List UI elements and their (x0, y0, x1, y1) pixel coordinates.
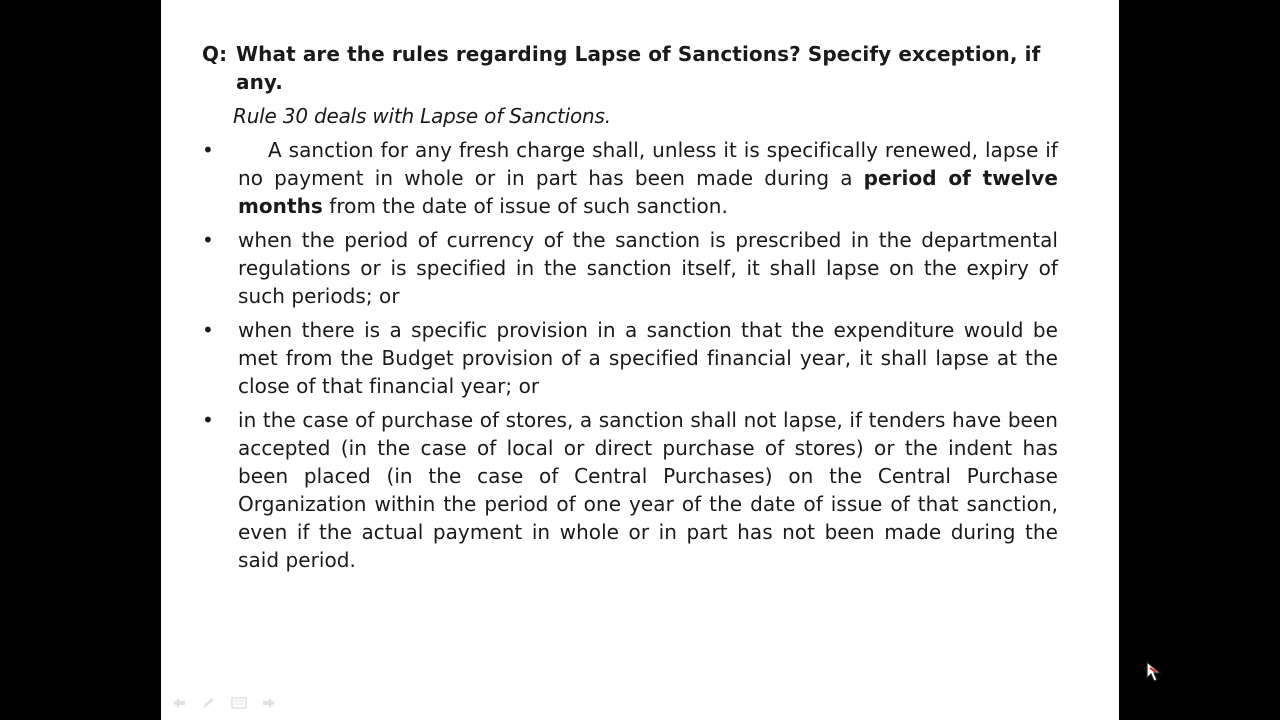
list-item (202, 136, 1058, 220)
question-heading (202, 40, 1058, 96)
bullet-icon: • (202, 138, 214, 162)
slideshow-toolbar (169, 696, 279, 710)
bullet-list (202, 136, 1058, 574)
slide (161, 0, 1119, 720)
forward-arrow-icon[interactable] (259, 696, 279, 710)
list-item (202, 316, 1058, 400)
bullet-text-2: when the period of currency of the sanction is prescribed in the departmental regulations or is specified in the sanction itself, it shall lapse on the expiry of such periods; or (238, 228, 1058, 308)
bullet-text-3: when there is a specific provision in a sanction that the expenditure would be met from the Budget provision of a specified financial year, it shall lapse at the close of that financial year; or (238, 318, 1058, 398)
bullet-text-1 (238, 136, 1058, 220)
list-item (202, 226, 1058, 310)
slide-content (202, 40, 1058, 580)
bullet-1-after: from the date of issue of such sanction. (322, 194, 728, 218)
bullet-icon: • (202, 408, 214, 432)
question-prefix: Q: (202, 42, 228, 66)
slides-menu-icon[interactable] (229, 696, 249, 710)
back-arrow-icon[interactable] (169, 696, 189, 710)
question-text: What are the rules regarding Lapse of Sanctions? Specify exception, if any. (236, 42, 1041, 94)
pen-icon[interactable] (199, 696, 219, 710)
mouse-pointer-icon (1145, 660, 1165, 684)
list-item (202, 406, 1058, 574)
bullet-1-before: A sanction for any fresh charge shall, unless it is specifically renewed, lapse if no payment in whole or in part has been made during a (238, 138, 1058, 190)
bullet-icon: • (202, 318, 214, 342)
bullet-icon: • (202, 228, 214, 252)
bullet-text-4: in the case of purchase of stores, a sanction shall not lapse, if tenders have been accepted (in the case of local or direct purchase of stores) or the indent has been placed (in the case of Central Purchases) on the Central Purchase Organization within the period of one year of the date of issue of that sanction, even if the actual payment in whole or in part has not been made during the said period. (238, 408, 1058, 572)
rule-intro: Rule 30 deals with Lapse of Sanctions. (233, 104, 611, 128)
bullet-1-bold: period of twelve months (238, 166, 1058, 218)
